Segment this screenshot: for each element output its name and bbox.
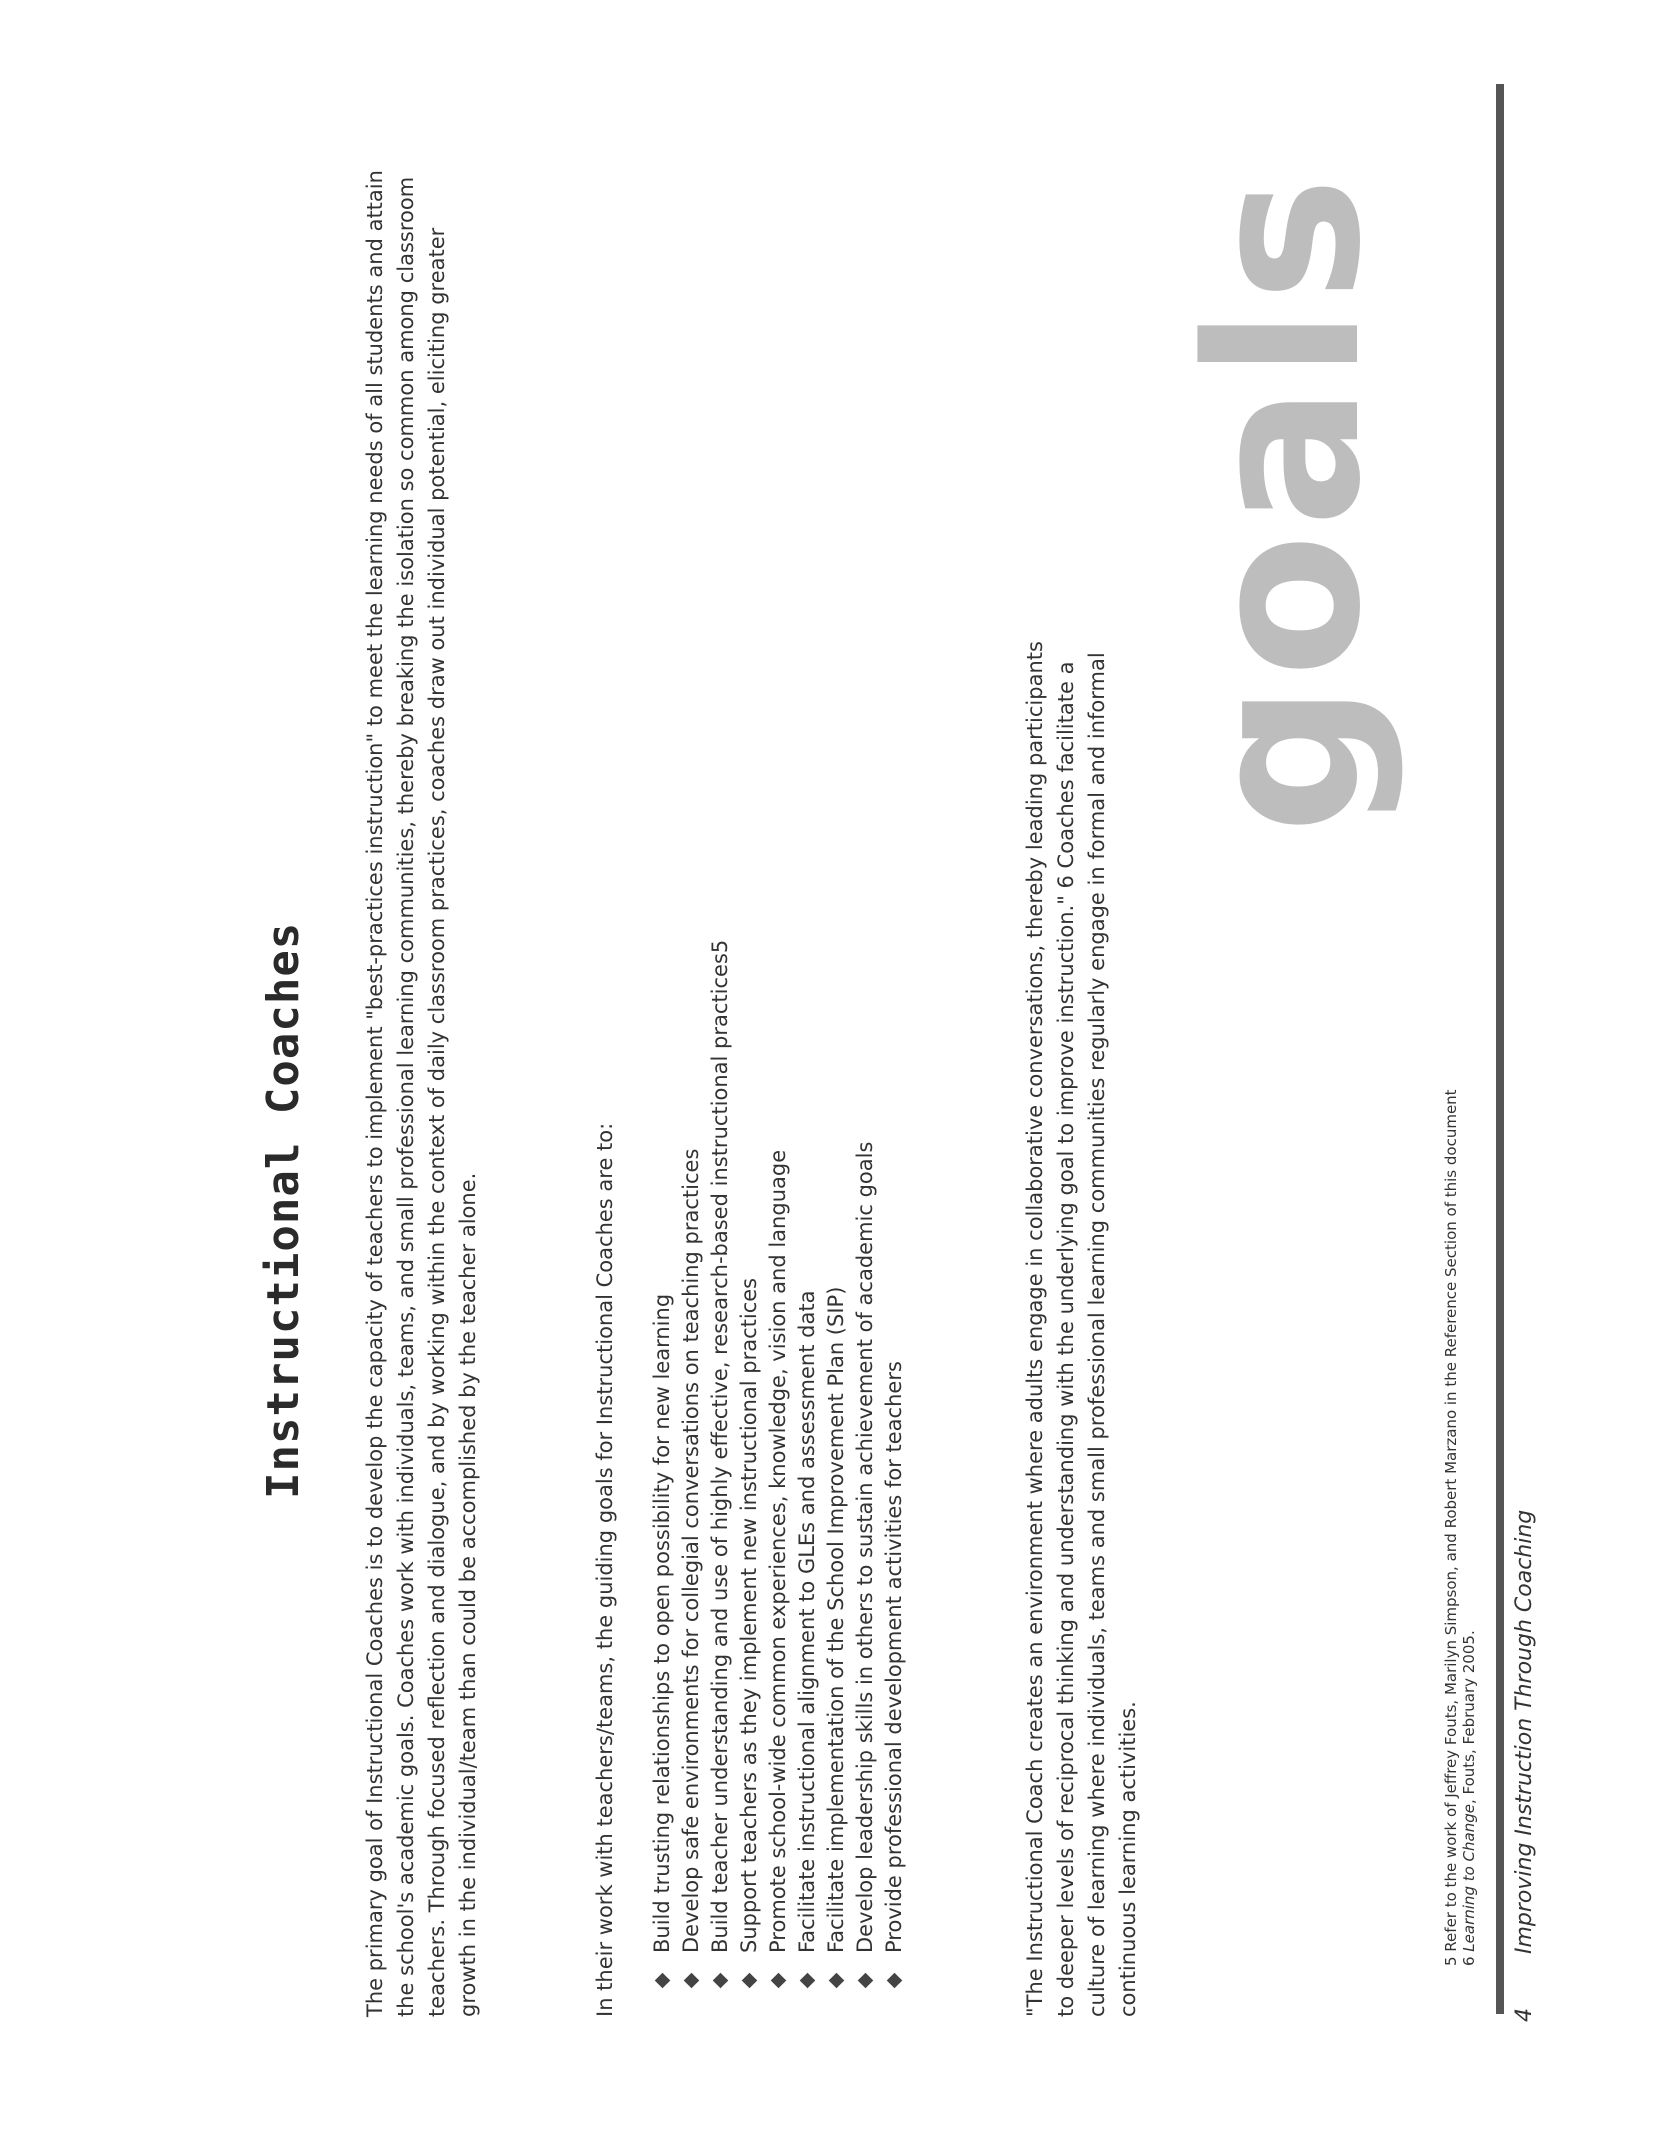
goals-list bbox=[648, 940, 909, 1986]
goals-lead-in: In their work with teachers/teams, the guiding goals for Instructional Coaches are to: bbox=[593, 1122, 617, 2017]
list-item: Develop leadership skills in others to sustain achievement of academic goals bbox=[851, 940, 880, 1986]
list-item: Support teachers as they implement new instructional practices bbox=[735, 940, 764, 1986]
footer-title: Improving Instruction Through Coaching bbox=[1512, 1509, 1537, 1954]
coach-quote-paragraph: "The Instructional Coach creates an environment where adults engage in collaborative conversations, thereby leading participants to deeper levels of reciprocal thinking and understanding with the underlying goal to improve instruction." 6 Coaches facilitate a culture of learning where individuals, teams and small professional learning communities regularly engage in formal and informal continuous learning activities. bbox=[1023, 641, 1140, 2017]
diamond-bullet-icon bbox=[655, 1973, 671, 1989]
list-item: Promote school-wide common experiences, knowledge, vision and language bbox=[764, 940, 793, 1986]
list-item: Develop safe environments for collegial conversations on teaching practices bbox=[677, 940, 706, 1986]
page-title: Instructional Coaches bbox=[258, 921, 309, 1499]
diamond-bullet-icon bbox=[713, 1973, 729, 1989]
diamond-bullet-icon bbox=[742, 1973, 758, 1989]
intro-paragraph: The primary goal of Instructional Coaches is to develop the capacity of teachers to implement "best-practices instruction" to meet the learning needs of all students and attain the school's academic goals. Coaches work with individuals, teams, and small professional learning communities, thereby breaking the isolation so common among classroom teachers. Through focused reflection and dialogue, and by working within the context of daily classroom practices, coaches draw out individual potential, eliciting greater growth in the individual/team than could be accomplished by the teacher alone. bbox=[363, 170, 480, 2017]
diamond-bullet-icon bbox=[858, 1973, 874, 1989]
list-item: Build trusting relationships to open possibility for new learning bbox=[648, 940, 677, 1986]
page-number: 4 bbox=[1512, 2008, 1537, 2022]
footnote-6: 6 Learning to Change, Fouts, February 2005. bbox=[1460, 1630, 1478, 1966]
diamond-bullet-icon bbox=[800, 1973, 816, 1989]
footer-rule bbox=[1496, 84, 1504, 2014]
diamond-bullet-icon bbox=[771, 1973, 787, 1989]
list-item: Facilitate implementation of the School Improvement Plan (SIP) bbox=[822, 940, 851, 1986]
diamond-bullet-icon bbox=[829, 1973, 845, 1989]
footnotes bbox=[1442, 1089, 1478, 1966]
diamond-bullet-icon bbox=[684, 1973, 700, 1989]
diamond-bullet-icon bbox=[887, 1973, 903, 1989]
list-item: Build teacher understanding and use of highly effective, research-based instructional practices5 bbox=[706, 940, 735, 1986]
goals-graphic: goals bbox=[1162, 170, 1407, 834]
footnote-5: 5 Refer to the work of Jeffrey Fouts, Marilyn Simpson, and Robert Marzano in the Reference Section of this document bbox=[1442, 1089, 1460, 1966]
list-item: Provide professional development activities for teachers bbox=[880, 940, 909, 1986]
list-item: Facilitate instructional alignment to GLEs and assessment data bbox=[793, 940, 822, 1986]
